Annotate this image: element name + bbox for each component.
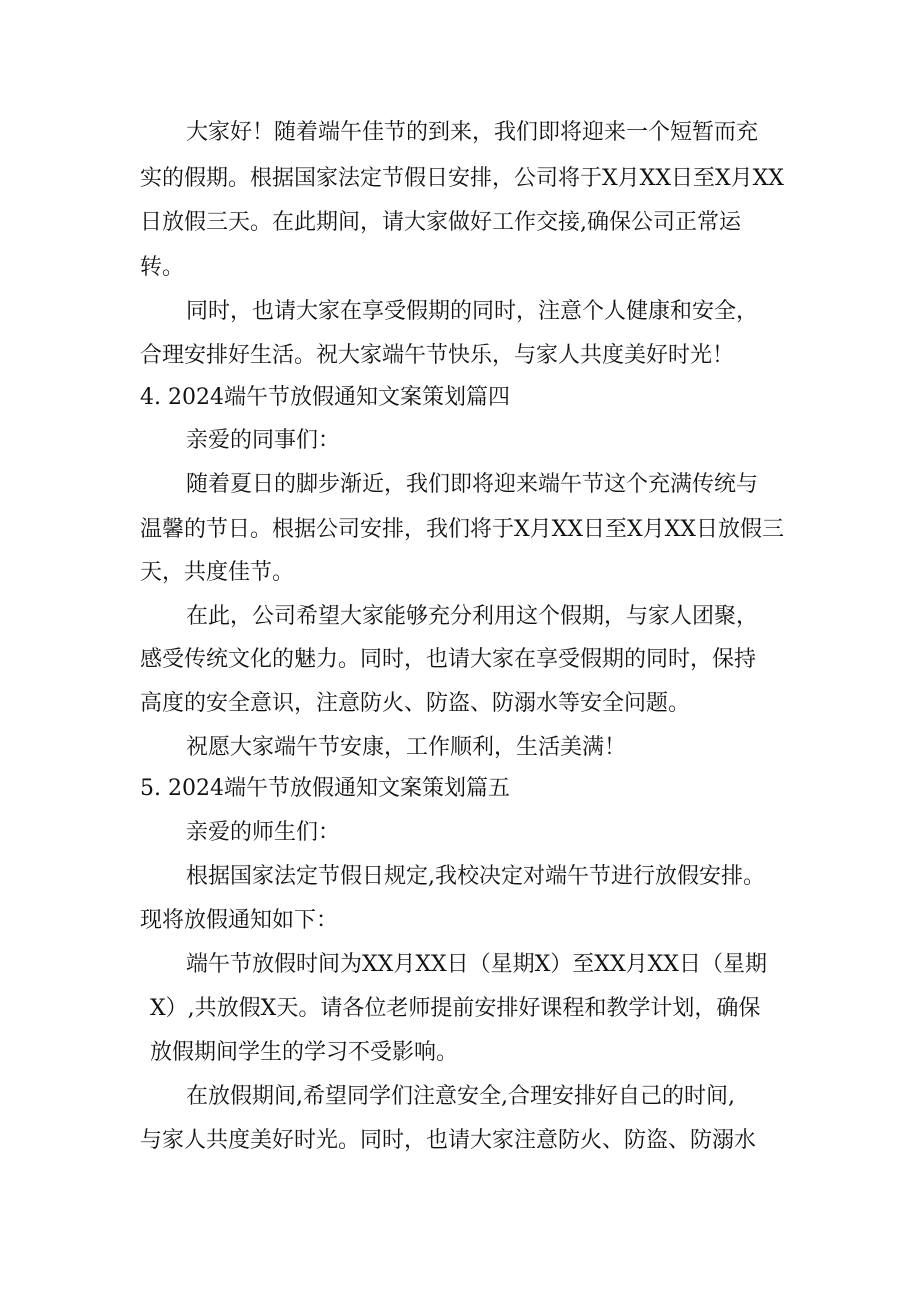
body-text-line: 放假期间学生的学习不受影响。 [150,1040,459,1065]
body-text-line: 在放假期间,希望同学们注意安全,合理安排好自己的时间, [186,1084,735,1109]
closing-line: 祝愿大家端午节安康，工作顺利，生活美满！ [186,735,627,760]
section-heading: 5. 2024端午节放假通知文案策划篇五 [140,776,510,801]
body-text-line: 感受传统文化的魅力。同时，也请大家在享受假期的同时，保持 [140,647,757,672]
section-heading: 4. 2024端午节放假通知文案策划篇四 [140,385,510,410]
body-text-line: 根据国家法定节假日规定,我校决定对端午节进行放假安排。 [186,864,765,889]
body-text-line: 日放假三天。在此期间，请大家做好工作交接,确保公司正常运 [140,210,741,235]
body-text-line: 高度的安全意识，注意防火、防盗、防溺水等安全问题。 [140,691,691,716]
body-text-line: 端午节放假时间为XX月XX日（星期X）至XX月XX日（星期 [186,952,767,977]
body-text-line: 在此，公司希望大家能够充分利用这个假期，与家人团聚， [186,604,759,629]
body-text-line: 随着夏日的脚步渐近，我们即将迎来端午节这个充满传统与 [186,472,759,497]
body-text-line: 温馨的节日。根据公司安排，我们将于X月XX日至X月XX日放假三 [140,517,784,542]
greeting-line: 亲爱的同事们： [186,428,341,453]
body-text-line: 大家好！随着端午佳节的到来，我们即将迎来一个短暂而充 [186,120,759,145]
body-text-line: 现将放假通知如下： [140,908,339,933]
body-text-line: X）,共放假X天。请各位老师提前安排好课程和教学计划，确保 [150,996,761,1021]
body-text-line: 合理安排好生活。祝大家端午节快乐，与家人共度美好时光！ [140,343,735,368]
greeting-line: 亲爱的师生们： [186,820,341,845]
body-text-line: 转。 [140,255,185,280]
body-text-line: 天，共度佳节。 [140,560,295,585]
body-text-line: 与家人共度美好时光。同时，也请大家注意防火、防盗、防溺水 [140,1128,757,1153]
body-text-line: 同时，也请大家在享受假期的同时，注意个人健康和安全， [186,299,759,324]
body-text-line: 实的假期。根据国家法定节假日安排，公司将于X月XX日至X月XX [140,166,784,191]
